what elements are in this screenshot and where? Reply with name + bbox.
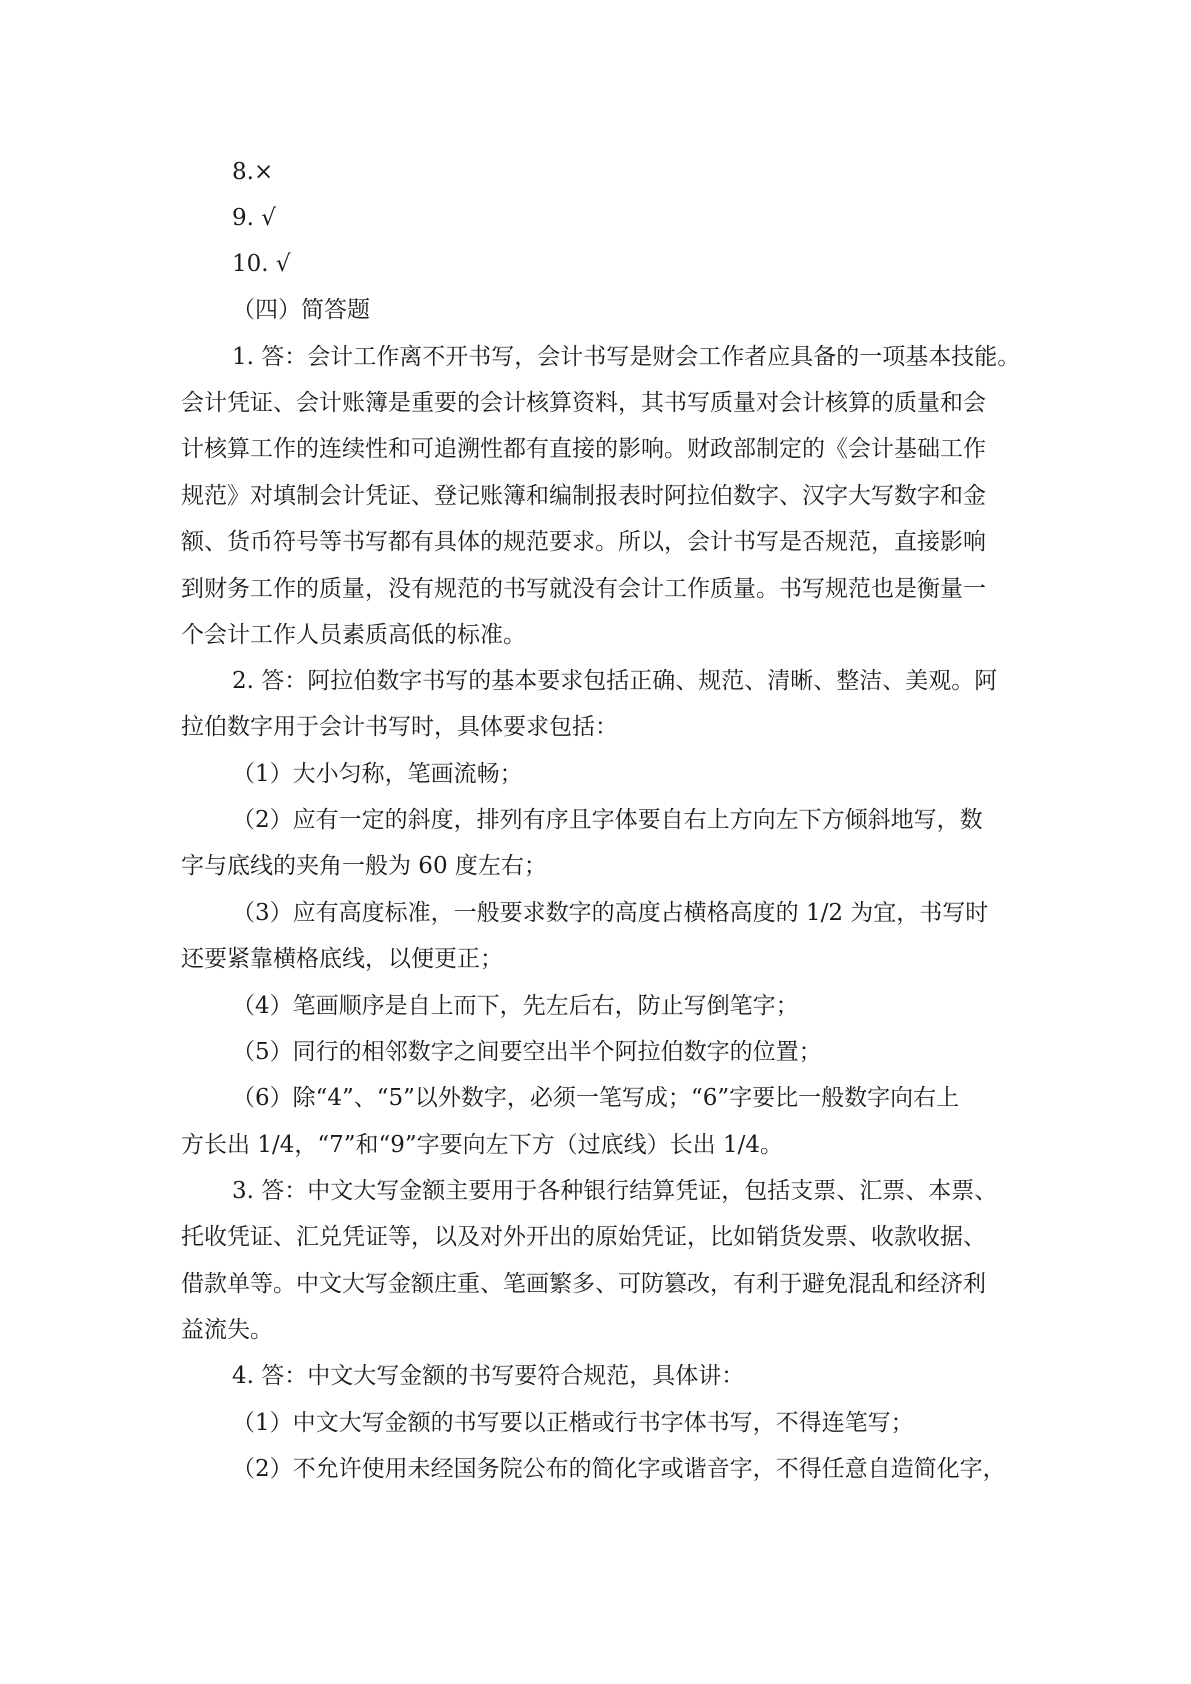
answer-10: 10. √ <box>232 251 291 277</box>
list-item: 还要紧靠横格底线，以便更正； <box>181 946 503 972</box>
list-item: （3）应有高度标准，一般要求数字的高度占横格高度的 1/2 为宜，书写时 <box>232 900 989 926</box>
paragraph-3-line: 益流失。 <box>181 1317 273 1343</box>
paragraph-1-line: 到财务工作的质量，没有规范的书写就没有会计工作质量。书写规范也是衡量一 <box>181 576 986 602</box>
paragraph-3-line: 托收凭证、汇兑凭证等，以及对外开出的原始凭证，比如销货发票、收款收据、 <box>181 1224 986 1250</box>
paragraph-1-line: 个会计工作人员素质高低的标准。 <box>181 622 526 648</box>
paragraph-2-line: 拉伯数字用于会计书写时，具体要求包括： <box>181 714 618 740</box>
paragraph-4-line: 4. 答：中文大写金额的书写要符合规范，具体讲： <box>232 1363 745 1389</box>
list-item: （4）笔画顺序是自上而下，先左后右，防止写倒笔字； <box>232 993 799 1019</box>
list-item: 方长出 1/4，“7”和“9”字要向左下方（过底线）长出 1/4。 <box>181 1132 783 1158</box>
list-item: （6）除“4”、“5”以外数字，必须一笔写成；“6”字要比一般数字向右上 <box>232 1085 960 1111</box>
answer-9: 9. √ <box>232 205 276 231</box>
list-item: （5）同行的相邻数字之间要空出半个阿拉伯数字的位置； <box>232 1039 822 1065</box>
paragraph-3-line: 3. 答：中文大写金额主要用于各种银行结算凭证，包括支票、汇票、本票、 <box>232 1178 998 1204</box>
paragraph-2-line: 2. 答：阿拉伯数字书写的基本要求包括正确、规范、清晰、整洁、美观。阿 <box>232 668 998 694</box>
answer-8: 8.× <box>232 159 274 185</box>
paragraph-3-line: 借款单等。中文大写金额庄重、笔画繁多、可防篡改，有利于避免混乱和经济利 <box>181 1271 986 1297</box>
paragraph-1-line: 会计凭证、会计账簿是重要的会计核算资料，其书写质量对会计核算的质量和会 <box>181 390 986 416</box>
paragraph-1-line: 规范》对填制会计凭证、登记账簿和编制报表时阿拉伯数字、汉字大写数字和金 <box>181 483 986 509</box>
list-item: （1）大小匀称，笔画流畅； <box>232 761 523 787</box>
list-item: （1）中文大写金额的书写要以正楷或行书字体书写，不得连笔写； <box>232 1410 914 1436</box>
paragraph-1-line: 额、货币符号等书写都有具体的规范要求。所以，会计书写是否规范，直接影响 <box>181 529 986 555</box>
list-item: （2）不允许使用未经国务院公布的简化字或谐音字，不得任意自造简化字， <box>232 1456 1006 1482</box>
paragraph-1-line: 1. 答：会计工作离不开书写，会计书写是财会工作者应具备的一项基本技能。 <box>232 344 1021 370</box>
list-item: 字与底线的夹角一般为 60 度左右； <box>181 853 547 879</box>
list-item: （2）应有一定的斜度，排列有序且字体要自右上方向左下方倾斜地写，数 <box>232 807 983 833</box>
section-heading: （四）简答题 <box>232 297 370 323</box>
paragraph-1-line: 计核算工作的连续性和可追溯性都有直接的影响。财政部制定的《会计基础工作 <box>181 436 986 462</box>
